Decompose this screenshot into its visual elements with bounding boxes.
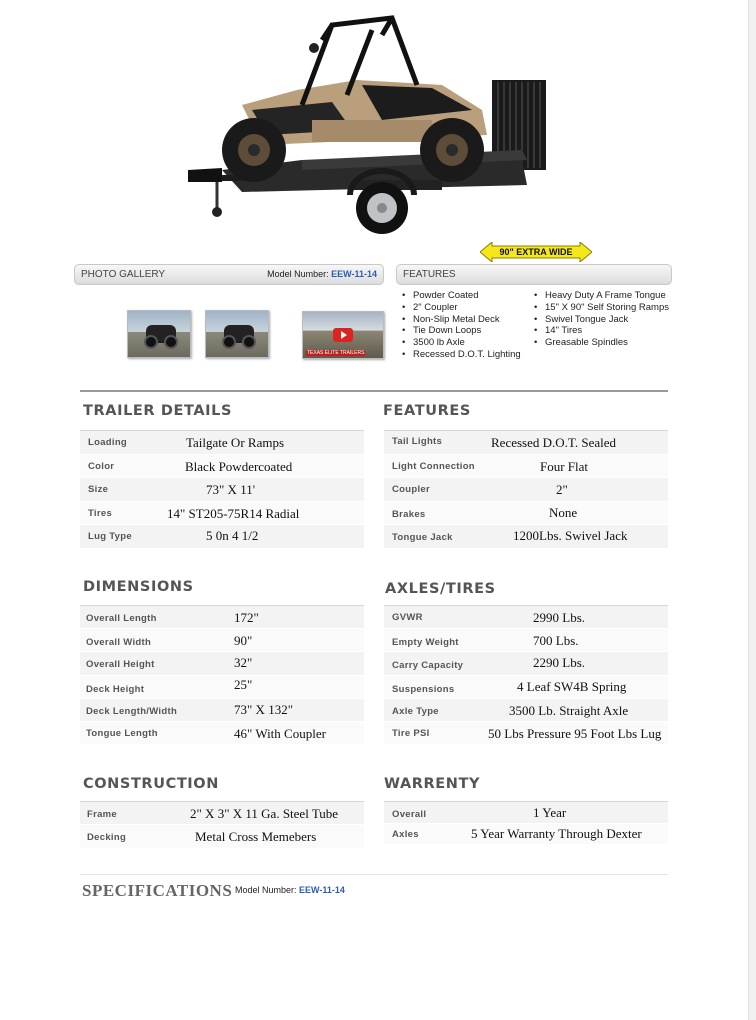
thumbnail-utv	[224, 325, 254, 343]
table-row	[80, 431, 364, 455]
row-label: Color	[88, 460, 115, 472]
feature-item: • Greasable Spindles	[534, 337, 669, 349]
section-divider	[80, 390, 668, 392]
row-label: Tongue Length	[86, 727, 158, 739]
hero-trailer-image	[182, 10, 552, 242]
row-value: 2" X 3" X 11 Ga. Steel Tube	[190, 806, 339, 821]
row-value: 25"	[234, 676, 253, 692]
feature-item: • Tie Down Loops	[402, 325, 521, 337]
row-label: Lug Type	[88, 531, 132, 542]
row-value: 5 Year Warranty Through Dexter	[471, 826, 642, 841]
table-row	[384, 606, 668, 629]
row-label: Overall	[392, 809, 427, 820]
row-label: Size	[88, 484, 109, 495]
gallery-video-thumbnail[interactable]	[302, 311, 384, 359]
table-row	[80, 722, 364, 745]
features-table	[384, 430, 668, 549]
table-row	[384, 699, 668, 722]
row-label: Decking	[87, 832, 127, 843]
row-value: 73" X 11'	[206, 482, 256, 497]
feature-item: • Recessed D.O.T. Lighting	[402, 349, 521, 361]
construction-table	[80, 801, 364, 849]
row-value: 50 Lbs Pressure 95 Foot Lbs Lug	[488, 725, 662, 741]
feature-item: • Powder Coated	[402, 290, 521, 302]
dimensions-table	[80, 605, 364, 745]
page-edge	[748, 0, 756, 1020]
feature-item: • 15" X 90" Self Storing Ramps	[534, 302, 669, 314]
photo-gallery-model	[267, 265, 377, 284]
table-row	[384, 676, 668, 699]
row-label: Deck Height	[86, 683, 145, 695]
model-number-label: Model Number:	[267, 269, 329, 279]
axles-tires-table	[384, 605, 668, 745]
feature-item: • 14" Tires	[534, 325, 669, 337]
trailer-details-table	[80, 430, 364, 549]
features-list-left	[402, 290, 521, 361]
row-label: Coupler	[392, 484, 430, 495]
row-value: 1200Lbs. Swivel Jack	[513, 528, 628, 543]
table-row	[80, 652, 364, 675]
row-label: Overall Height	[86, 659, 155, 671]
row-label: Brakes	[392, 508, 426, 520]
row-value: None	[549, 504, 578, 520]
table-row	[384, 629, 668, 652]
feature-item: • 3500 lb Axle	[402, 337, 521, 349]
row-label: Loading	[88, 437, 128, 448]
dimensions-title: DIMENSIONS	[83, 579, 194, 595]
trailer-details-title: TRAILER DETAILS	[83, 403, 233, 419]
row-label: Suspensions	[392, 683, 455, 695]
table-row	[384, 478, 668, 502]
photo-gallery-title: PHOTO GALLERY	[81, 269, 166, 280]
table-row	[384, 431, 668, 455]
row-value: Four Flat	[540, 458, 589, 474]
table-row	[80, 478, 364, 502]
row-value: 73" X 132"	[234, 701, 294, 717]
table-row	[384, 652, 668, 675]
table-row	[80, 502, 364, 526]
table-row	[80, 606, 364, 629]
gallery-thumbnail[interactable]	[205, 310, 269, 358]
row-label: Overall Width	[86, 637, 152, 649]
row-value: 2290 Lbs.	[533, 655, 585, 671]
table-row	[80, 676, 364, 699]
features-bar	[396, 264, 672, 285]
row-value: 3500 Lb. Straight Axle	[509, 702, 629, 718]
thumbnail-utv	[146, 325, 176, 343]
row-label: Tongue Jack	[392, 532, 453, 543]
row-value: 2"	[556, 482, 568, 497]
photo-gallery-bar	[74, 264, 384, 285]
row-label: Carry Capacity	[392, 660, 464, 672]
row-label: Axle Type	[392, 705, 439, 717]
feature-item: • 2" Coupler	[402, 302, 521, 314]
row-label: Light Connection	[392, 460, 475, 472]
model-number-label: Model Number:	[235, 885, 297, 895]
row-label: GVWR	[392, 612, 423, 623]
row-value: Metal Cross Memebers	[195, 829, 317, 844]
features-list-right	[534, 290, 669, 349]
specifications-title: SPECIFICATIONS	[82, 881, 233, 900]
row-value: 14" ST205-75R14 Radial	[167, 505, 300, 521]
features-title: FEATURES	[383, 403, 471, 419]
row-value: 32"	[234, 655, 253, 671]
model-number-value: EEW-11-14	[331, 269, 377, 279]
row-label: Deck Length/Width	[86, 705, 178, 717]
row-value: 2990 Lbs.	[533, 610, 585, 625]
extra-wide-badge-label: 90" EXTRA WIDE	[499, 247, 573, 257]
row-value: 700 Lbs.	[533, 633, 579, 649]
row-label: Overall Length	[86, 613, 157, 624]
specifications-model	[235, 885, 345, 895]
row-value: 1 Year	[533, 805, 567, 820]
row-label: Tail Lights	[392, 436, 443, 447]
table-row	[80, 525, 364, 549]
row-value: Tailgate Or Ramps	[186, 435, 285, 450]
table-row	[384, 455, 668, 479]
row-value: Recessed D.O.T. Sealed	[491, 435, 617, 450]
table-row	[384, 802, 668, 824]
feature-item: • Swivel Tongue Jack	[534, 314, 669, 326]
row-value: 46" With Coupler	[234, 725, 326, 741]
row-value: 90"	[234, 633, 253, 649]
table-row	[384, 502, 668, 526]
gallery-thumbnail[interactable]	[127, 310, 191, 358]
feature-item: • Non-Slip Metal Deck	[402, 314, 521, 326]
table-row	[80, 802, 364, 825]
row-value: 172"	[234, 610, 259, 625]
table-row	[80, 455, 364, 479]
row-label: Tires	[88, 507, 113, 519]
row-label: Empty Weight	[392, 637, 459, 649]
row-value: 5 0n 4 1/2	[206, 528, 259, 543]
features-box-title: FEATURES	[403, 269, 456, 280]
table-row	[384, 824, 668, 845]
construction-title: CONSTRUCTION	[83, 776, 219, 792]
table-row	[384, 722, 668, 745]
table-row	[80, 699, 364, 722]
feature-item: • Heavy Duty A Frame Tongue	[534, 290, 669, 302]
model-number-value: EEW-11-14	[299, 885, 345, 895]
play-icon	[333, 328, 353, 342]
row-label: Tire PSI	[392, 727, 430, 739]
warrenty-table	[384, 801, 668, 845]
axles-tires-title: AXLES/TIRES	[385, 581, 496, 597]
row-value: 4 Leaf SW4B Spring	[517, 678, 627, 694]
warrenty-title: WARRENTY	[384, 776, 481, 792]
bottom-divider	[80, 874, 668, 875]
table-row	[80, 825, 364, 849]
row-label: Frame	[87, 809, 118, 820]
table-row	[384, 525, 668, 549]
thumbnail-caption: TEXAS ELITE TRAILERS	[307, 350, 365, 356]
table-row	[80, 629, 364, 652]
row-label: Axles	[392, 829, 419, 840]
row-value: Black Powdercoated	[185, 458, 293, 474]
